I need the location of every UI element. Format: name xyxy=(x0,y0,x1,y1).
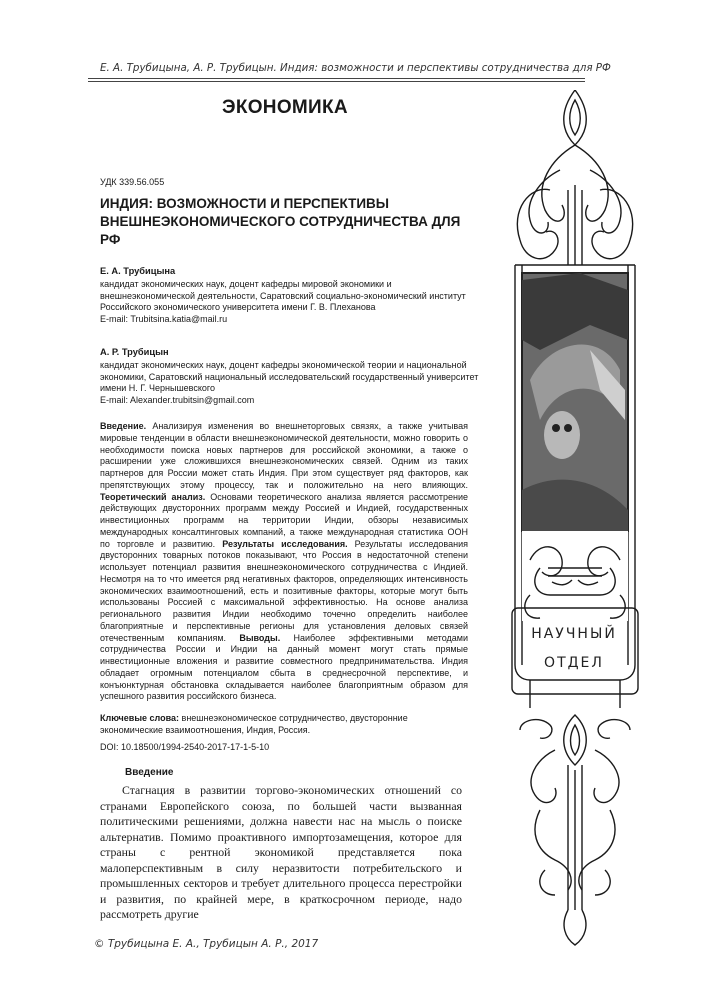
abstract-theory-text: Основами теоретического анализа является рассмотрение действующих двусторонних программ между Россией и Индией, государственных инвестиционных программ на территории Индии, обзоры независимых международных консалтинговых компаний, а также международная статистика ООН по торговле и развитию. xyxy=(100,491,468,549)
abstract-intro-label: Введение. xyxy=(100,421,147,431)
author-affiliation: кандидат экономических наук, доцент кафедры мировой экономики и внешнеэкономической деятельности, Саратовский социально-экономический институт Российского экономического университета имени Г. В. Плеханова xyxy=(100,278,466,313)
udk-code: УДК 339.56.055 xyxy=(100,177,165,187)
author-block-1 xyxy=(100,266,480,326)
header-rule xyxy=(88,78,585,79)
author-email: E-mail: Trubitsina.katia@mail.ru xyxy=(100,314,228,325)
ornament-column xyxy=(500,90,650,950)
abstract-conclusions-text: Наиболее эффективными методами сотрудничества России и Индии на данный момент могут стать прямые инвестиционные вложения и развитие совместного предпринимательства. Индия обладает огромным потенциалом сбыта в среднесрочной перспективе, и конъюнктурная обстановка складывается наиболее благоприятным образом для успешного развития российского бизнеса. xyxy=(100,632,468,702)
abstract-theory-label: Теоретический анализ. xyxy=(100,491,206,502)
keywords xyxy=(100,713,468,737)
bottom-floral-ornament xyxy=(520,715,630,945)
department-label-line-2: ОТДЕЛ xyxy=(544,655,604,671)
abstract xyxy=(100,421,468,703)
author-email: E-mail: Alexander.trubitsin@gmail.com xyxy=(100,395,255,406)
department-label xyxy=(520,620,628,678)
department-label-line-1: НАУЧНЫЙ xyxy=(531,626,617,642)
author-block-2 xyxy=(100,347,480,407)
section-title: ЭКОНОМИКА xyxy=(222,97,348,118)
author-name: Е. А. Трубицына xyxy=(100,266,176,276)
intro-heading: Введение xyxy=(125,767,174,778)
copyright-footer: © Трубицына Е. А., Трубицын А. Р., 2017 xyxy=(94,938,319,950)
keywords-label: Ключевые слова: xyxy=(100,713,180,723)
doi: DOI: 10.18500/1994-2540-2017-17-1-5-10 xyxy=(100,742,270,752)
running-header: Е. А. Трубицына, А. Р. Трубицын. Индия: возможности и перспективы сотрудничества для РФ xyxy=(100,62,611,74)
abstract-results-label: Результаты исследования. xyxy=(222,538,348,549)
abstract-intro-text: Анализируя изменения во внешнеторговых связях, а также учитывая мировые тенденции в области внешнеэкономической деятельности, можно говорить о необходимости поиска новых партнеров для российской экономики, а также о расширении уже сложившихся внешнеэкономических связей. Одним из таких партнеров для России может стать Индия. При этом существует ряд факторов, как препятствующих этому процессу, так и положительно на него влияющих. xyxy=(100,421,468,490)
top-floral-ornament xyxy=(517,90,632,265)
abstract-results-text: Результаты исследования двусторонних товарных потоков показывают, что Россия в недостаточной степени использует потенциал развития внешнеэкономического сотрудничества с Индией. Несмотря на то что имеется ряд негативных факторов, определяющих интенсивность экономических взаимоотношений, есть и позитивные факторы, которые могут быть использованы Россией с максимальной эффективностью. На основе анализа регионального развития Индии необходимо точечно определить наиболее благоприятные и перспективные регионы для установления деловых связей отечественным компаниям. xyxy=(100,538,468,643)
owl-engraving-image xyxy=(522,273,628,531)
intro-paragraph: Стагнация в развитии торгово-экономических отношений со странами Европейского союза, по большей части вызванная политическими решениями, должна навести нас на мысль о поиске альтернатив. Помимо проактивного импортозамещения, которое для страны с рентной экономикой представляется пока малоперспективным в силу неразвитости потребительского и промышленных секторов и требует длительного процесса перестройки и развития, по крайней мере, в краткосрочном периоде, надо рассмотреть другие xyxy=(100,783,462,921)
header-rule-second xyxy=(88,81,585,82)
keywords-text: внешнеэкономическое сотрудничество, двусторонние экономические взаимоотношения, Индия, Россия. xyxy=(100,713,408,735)
author-affiliation: кандидат экономических наук, доцент кафедры экономической теории и национальной экономики, Саратовский национальный исследовательский государственный университет имени Н. Г. Чернышевского xyxy=(100,359,479,394)
abstract-conclusions-label: Выводы. xyxy=(239,632,281,643)
article-title: ИНДИЯ: ВОЗМОЖНОСТИ И ПЕРСПЕКТИВЫ ВНЕШНЕЭКОНОМИЧЕСКОГО СОТРУДНИЧЕСТВА ДЛЯ РФ xyxy=(100,196,461,247)
author-name: А. Р. Трубицын xyxy=(100,347,169,357)
